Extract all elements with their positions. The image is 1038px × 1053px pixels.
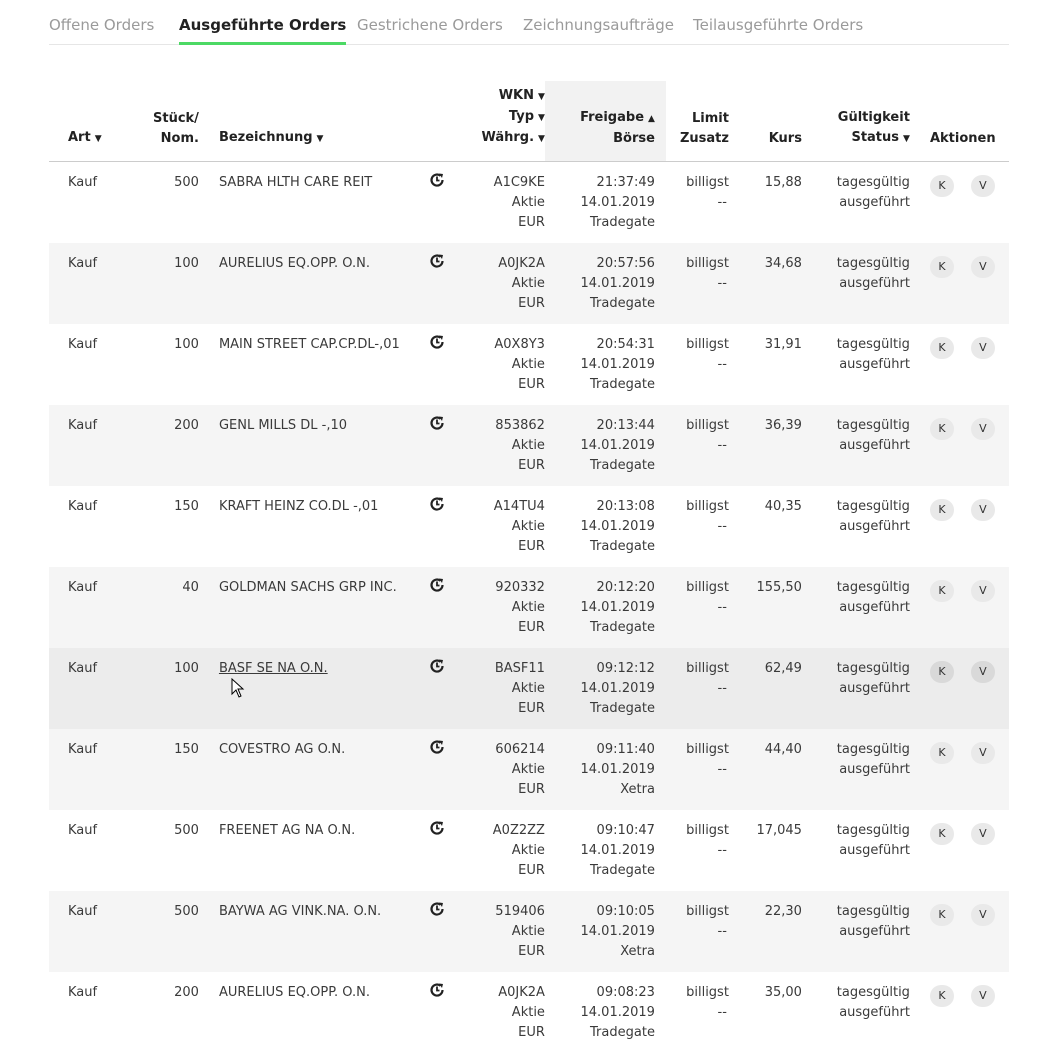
limit: billigst: [686, 256, 729, 271]
datum: 14.01.2019: [580, 195, 655, 210]
kaufen-button[interactable]: K: [930, 985, 954, 1007]
chevron-up-icon: ▲: [648, 114, 655, 124]
boerse: Tradegate: [590, 539, 655, 554]
kurs: 34,68: [764, 256, 802, 271]
col-status-label: Status: [851, 130, 900, 145]
col-boerse-label: Börse: [613, 131, 655, 146]
limit: billigst: [686, 661, 729, 676]
datum: 14.01.2019: [580, 438, 655, 453]
kurs: 17,045: [756, 823, 802, 838]
stueck: 100: [174, 661, 199, 676]
typ: Aktie: [511, 1005, 545, 1020]
kaufen-button[interactable]: K: [930, 337, 954, 359]
wkn: A14TU4: [493, 499, 545, 514]
verkaufen-button[interactable]: V: [971, 823, 995, 845]
status: ausgeführt: [839, 924, 910, 939]
kaufen-button[interactable]: K: [930, 661, 954, 683]
datum: 14.01.2019: [580, 762, 655, 777]
stueck: 200: [174, 418, 199, 433]
kurs: 62,49: [764, 661, 802, 676]
zeit: 20:13:44: [596, 418, 655, 433]
verkaufen-button[interactable]: V: [971, 580, 995, 602]
limit: billigst: [686, 823, 729, 838]
tab-gestrichene-orders[interactable]: Gestrichene Orders: [357, 16, 503, 34]
limit: billigst: [686, 337, 729, 352]
wkn: 519406: [495, 904, 545, 919]
typ: Aktie: [511, 357, 545, 372]
table-row: [49, 324, 1009, 405]
status: ausgeführt: [839, 438, 910, 453]
art: Kauf: [68, 742, 98, 757]
table-row: [49, 567, 1009, 648]
boerse: Tradegate: [590, 620, 655, 635]
wkn: A0JK2A: [498, 256, 545, 271]
kurs: 36,39: [764, 418, 802, 433]
limit: billigst: [686, 175, 729, 190]
zeit: 09:10:05: [596, 904, 655, 919]
kaufen-button[interactable]: K: [930, 418, 954, 440]
stueck: 150: [174, 499, 199, 514]
kurs: 35,00: [764, 985, 802, 1000]
datum: 14.01.2019: [580, 276, 655, 291]
zeit: 20:57:56: [596, 256, 655, 271]
zeit: 20:54:31: [596, 337, 655, 352]
kurs: 15,88: [764, 175, 802, 190]
wkn: A0Z2ZZ: [492, 823, 545, 838]
col-art[interactable]: [49, 81, 153, 162]
col-freigabe[interactable]: [545, 81, 666, 162]
zusatz: --: [717, 600, 727, 615]
gueltigkeit: tagesgültig: [836, 175, 910, 190]
datum: 14.01.2019: [580, 924, 655, 939]
typ: Aktie: [511, 762, 545, 777]
col-limit: [666, 81, 729, 162]
gueltigkeit: tagesgültig: [836, 661, 910, 676]
zeit: 20:12:20: [596, 580, 655, 595]
stueck: 150: [174, 742, 199, 757]
kurs: 155,50: [756, 580, 802, 595]
limit: billigst: [686, 904, 729, 919]
col-wkn[interactable]: [449, 81, 545, 162]
verkaufen-button[interactable]: V: [971, 337, 995, 359]
limit: billigst: [686, 985, 729, 1000]
col-limit-label: Limit: [691, 111, 729, 126]
col-kurs: [729, 81, 802, 162]
kaufen-button[interactable]: K: [930, 499, 954, 521]
table-row: [49, 810, 1009, 891]
gueltigkeit: tagesgültig: [836, 580, 910, 595]
col-bezeichnung[interactable]: [199, 81, 449, 162]
waehrung: EUR: [518, 944, 545, 959]
kurs: 31,91: [764, 337, 802, 352]
instrument-name-link[interactable]: BAYWA AG VINK.NA. O.N.: [218, 904, 382, 919]
zusatz: --: [717, 519, 727, 534]
reorder-clock-icon[interactable]: [429, 658, 445, 681]
reorder-clock-icon[interactable]: [429, 253, 445, 276]
kaufen-button[interactable]: K: [930, 904, 954, 926]
stueck: 500: [174, 175, 199, 190]
status: ausgeführt: [839, 276, 910, 291]
limit: billigst: [686, 742, 729, 757]
boerse: Tradegate: [590, 296, 655, 311]
col-bez-label: Bezeichnung: [218, 130, 313, 145]
instrument-name-link[interactable]: GOLDMAN SACHS GRP INC.: [218, 580, 397, 595]
col-freigabe-label: Freigabe: [580, 110, 645, 125]
instrument-name-link[interactable]: COVESTRO AG O.N.: [218, 742, 346, 757]
gueltigkeit: tagesgültig: [836, 337, 910, 352]
zusatz: --: [717, 1005, 727, 1020]
datum: 14.01.2019: [580, 843, 655, 858]
waehrung: EUR: [518, 863, 545, 878]
col-art-label: Art: [68, 130, 91, 145]
zusatz: --: [717, 843, 727, 858]
status: ausgeführt: [839, 762, 910, 777]
gueltigkeit: tagesgültig: [836, 418, 910, 433]
waehrung: EUR: [518, 296, 545, 311]
kaufen-button[interactable]: K: [930, 742, 954, 764]
instrument-name-link[interactable]: GENL MILLS DL -,10: [218, 418, 347, 433]
gueltigkeit: tagesgültig: [836, 823, 910, 838]
zeit: 21:37:49: [596, 175, 655, 190]
status: ausgeführt: [839, 681, 910, 696]
gueltigkeit: tagesgültig: [836, 904, 910, 919]
reorder-clock-icon[interactable]: [429, 415, 445, 438]
gueltigkeit: tagesgültig: [836, 985, 910, 1000]
art: Kauf: [68, 823, 98, 838]
verkaufen-button[interactable]: V: [971, 985, 995, 1007]
chevron-down-icon: ▼: [94, 134, 102, 144]
col-stueck: [153, 81, 199, 162]
typ: Aktie: [511, 195, 545, 210]
limit: billigst: [686, 499, 729, 514]
typ: Aktie: [511, 276, 545, 291]
wkn: 606214: [495, 742, 545, 757]
kaufen-button[interactable]: K: [930, 175, 954, 197]
zusatz: --: [717, 762, 727, 777]
reorder-clock-icon[interactable]: [429, 334, 445, 357]
instrument-name-link[interactable]: SABRA HLTH CARE REIT: [218, 175, 373, 190]
table-row: [49, 162, 1009, 244]
verkaufen-button[interactable]: V: [971, 175, 995, 197]
col-aktionen: [910, 81, 1009, 162]
verkaufen-button[interactable]: V: [971, 418, 995, 440]
wkn: A1C9KE: [493, 175, 545, 190]
reorder-clock-icon[interactable]: [429, 901, 445, 924]
boerse: Tradegate: [590, 701, 655, 716]
orders-table: [49, 81, 1009, 1053]
table-row: [49, 243, 1009, 324]
wkn: 920332: [495, 580, 545, 595]
verkaufen-button[interactable]: V: [971, 742, 995, 764]
col-wkn-label: WKN: [498, 88, 535, 103]
art: Kauf: [68, 661, 98, 676]
art: Kauf: [68, 175, 98, 190]
instrument-name-link[interactable]: AURELIUS EQ.OPP. O.N.: [218, 985, 370, 1000]
zusatz: --: [717, 681, 727, 696]
waehrung: EUR: [518, 701, 545, 716]
status: ausgeführt: [839, 1005, 910, 1020]
boerse: Xetra: [620, 944, 655, 959]
col-stueck-label: Stück/: [153, 111, 199, 126]
stueck: 500: [174, 904, 199, 919]
wkn: BASF11: [494, 661, 545, 676]
col-nom-label: Nom.: [160, 131, 199, 146]
wkn: 853862: [495, 418, 545, 433]
limit: billigst: [686, 580, 729, 595]
tab-ausgefuehrte-orders[interactable]: Ausgeführte Orders: [179, 16, 347, 34]
tab-teilausgefuehrte-orders[interactable]: Teilausgeführte Orders: [693, 16, 864, 34]
status: ausgeführt: [839, 843, 910, 858]
waehrung: EUR: [518, 782, 545, 797]
kaufen-button[interactable]: K: [930, 256, 954, 278]
stueck: 500: [174, 823, 199, 838]
limit: billigst: [686, 418, 729, 433]
kurs: 22,30: [764, 904, 802, 919]
col-waehrg-label: Währg.: [481, 130, 535, 145]
typ: Aktie: [511, 843, 545, 858]
status: ausgeführt: [839, 519, 910, 534]
stueck: 200: [174, 985, 199, 1000]
zusatz: --: [717, 357, 727, 372]
instrument-name-link[interactable]: AURELIUS EQ.OPP. O.N.: [218, 256, 370, 271]
gueltigkeit: tagesgültig: [836, 256, 910, 271]
col-gueltigkeit[interactable]: [802, 81, 910, 162]
table-row: [49, 405, 1009, 486]
art: Kauf: [68, 985, 98, 1000]
waehrung: EUR: [518, 620, 545, 635]
waehrung: EUR: [518, 377, 545, 392]
instrument-name-link[interactable]: FREENET AG NA O.N.: [218, 823, 356, 838]
waehrung: EUR: [518, 539, 545, 554]
boerse: Tradegate: [590, 863, 655, 878]
instrument-name-link[interactable]: MAIN STREET CAP.CP.DL-,01: [218, 337, 400, 352]
datum: 14.01.2019: [580, 600, 655, 615]
typ: Aktie: [511, 924, 545, 939]
status: ausgeführt: [839, 600, 910, 615]
zusatz: --: [717, 276, 727, 291]
stueck: 100: [174, 256, 199, 271]
boerse: Xetra: [620, 782, 655, 797]
boerse: Tradegate: [590, 1025, 655, 1040]
waehrung: EUR: [518, 1025, 545, 1040]
table-row: [49, 891, 1009, 972]
typ: Aktie: [511, 438, 545, 453]
waehrung: EUR: [518, 215, 545, 230]
order-tabs: [49, 0, 1009, 45]
instrument-name-link[interactable]: KRAFT HEINZ CO.DL -,01: [218, 499, 379, 514]
typ: Aktie: [511, 519, 545, 534]
zeit: 09:10:47: [596, 823, 655, 838]
verkaufen-button[interactable]: V: [971, 499, 995, 521]
table-row: [49, 486, 1009, 567]
chevron-down-icon: ▼: [903, 134, 910, 144]
datum: 14.01.2019: [580, 357, 655, 372]
col-zusatz-label: Zusatz: [679, 131, 729, 146]
art: Kauf: [68, 418, 98, 433]
zeit: 09:08:23: [596, 985, 655, 1000]
reorder-clock-icon[interactable]: [429, 820, 445, 843]
mouse-cursor-icon: [231, 678, 245, 702]
tab-offene-orders[interactable]: Offene Orders: [49, 16, 155, 34]
zusatz: --: [717, 438, 727, 453]
datum: 14.01.2019: [580, 681, 655, 696]
gueltigkeit: tagesgültig: [836, 499, 910, 514]
zeit: 09:11:40: [596, 742, 655, 757]
zusatz: --: [717, 195, 727, 210]
typ: Aktie: [511, 681, 545, 696]
zeit: 20:13:08: [596, 499, 655, 514]
verkaufen-button[interactable]: V: [971, 256, 995, 278]
boerse: Tradegate: [590, 215, 655, 230]
chevron-down-icon: ▼: [538, 134, 545, 144]
chevron-down-icon: ▼: [538, 92, 545, 102]
art: Kauf: [68, 256, 98, 271]
table-row: [49, 729, 1009, 810]
kurs: 40,35: [764, 499, 802, 514]
reorder-clock-icon[interactable]: [429, 739, 445, 762]
chevron-down-icon: ▼: [538, 113, 545, 123]
chevron-down-icon: ▼: [316, 134, 324, 144]
instrument-name-link[interactable]: BASF SE NA O.N.: [218, 661, 328, 676]
table-row: [49, 648, 1009, 729]
verkaufen-button[interactable]: V: [971, 661, 995, 683]
boerse: Tradegate: [590, 377, 655, 392]
status: ausgeführt: [839, 195, 910, 210]
art: Kauf: [68, 337, 98, 352]
kurs: 44,40: [764, 742, 802, 757]
reorder-clock-icon[interactable]: [429, 496, 445, 519]
status: ausgeführt: [839, 357, 910, 372]
art: Kauf: [68, 904, 98, 919]
gueltigkeit: tagesgültig: [836, 742, 910, 757]
kaufen-button[interactable]: K: [930, 580, 954, 602]
art: Kauf: [68, 499, 98, 514]
waehrung: EUR: [518, 458, 545, 473]
col-kurs-label: Kurs: [768, 131, 802, 146]
table-row: [49, 972, 1009, 1053]
typ: Aktie: [511, 600, 545, 615]
stueck: 40: [182, 580, 199, 595]
zusatz: --: [717, 924, 727, 939]
datum: 14.01.2019: [580, 1005, 655, 1020]
col-typ-label: Typ: [508, 109, 535, 124]
stueck: 100: [174, 337, 199, 352]
boerse: Tradegate: [590, 458, 655, 473]
col-aktionen-label: Aktionen: [929, 131, 996, 146]
wkn: A0X8Y3: [494, 337, 545, 352]
tab-zeichnungsauftraege[interactable]: Zeichnungsaufträge: [523, 16, 674, 34]
art: Kauf: [68, 580, 98, 595]
verkaufen-button[interactable]: V: [971, 904, 995, 926]
reorder-clock-icon[interactable]: [429, 172, 445, 195]
col-gueltigkeit-label: Gültigkeit: [837, 110, 910, 125]
reorder-clock-icon[interactable]: [429, 577, 445, 600]
kaufen-button[interactable]: K: [930, 823, 954, 845]
datum: 14.01.2019: [580, 519, 655, 534]
reorder-clock-icon[interactable]: [429, 982, 445, 1005]
wkn: A0JK2A: [498, 985, 545, 1000]
zeit: 09:12:12: [596, 661, 655, 676]
